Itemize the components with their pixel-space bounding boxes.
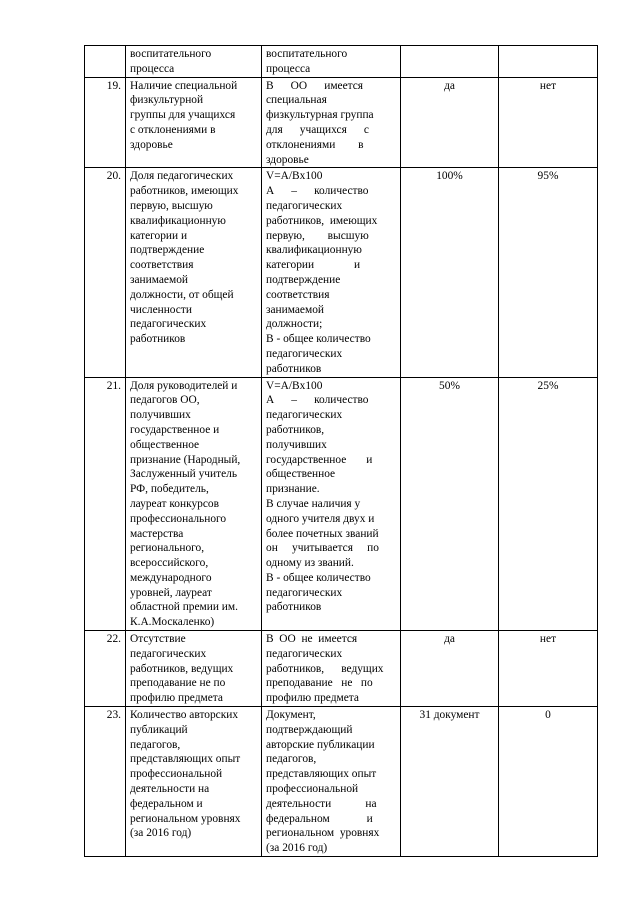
target-value-cell: да	[401, 77, 499, 168]
indicator-line: соответствия	[130, 259, 194, 272]
indicator-line: Доля педагогических	[130, 170, 234, 183]
calculation-method-cell	[262, 77, 401, 168]
indicator-line: всероссийского,	[130, 557, 209, 570]
indicator-line: публикаций	[130, 723, 188, 736]
indicator-line: педагогов,	[130, 738, 181, 751]
method-line: процесса	[266, 62, 311, 75]
method-line: воспитательного	[266, 48, 348, 60]
calculation-method-cell	[262, 631, 401, 707]
indicator-line: работников	[130, 333, 186, 346]
indicator-line: работников, ведущих	[130, 662, 234, 675]
method-line: работников, имеющих	[266, 214, 378, 227]
method-line: В - общее количество	[266, 571, 371, 584]
method-line: В случае наличия у	[266, 497, 361, 510]
method-line: В ОО имеется	[266, 79, 364, 92]
row-number	[85, 46, 126, 78]
actual-value-cell: 95%	[499, 168, 598, 377]
method-line: признание.	[266, 483, 320, 496]
method-line: более почетных званий	[266, 527, 379, 540]
indicator-line: квалификационную	[130, 214, 226, 227]
indicator-line: федеральном и	[130, 797, 203, 810]
indicator-line: международного	[130, 571, 212, 584]
method-line: общественное	[266, 468, 336, 481]
table-row	[85, 377, 598, 631]
method-line: он учитывается по	[266, 542, 379, 555]
indicator-line: физкультурной	[130, 94, 204, 107]
method-line: специальная	[266, 94, 327, 107]
indicator-line: работников, имеющих	[130, 185, 239, 198]
row-number: 19.	[85, 77, 126, 168]
method-line: федеральном и	[266, 812, 373, 825]
method-line: В - общее количество	[266, 333, 371, 346]
target-value-cell: да	[401, 631, 499, 707]
table-row	[85, 46, 598, 78]
row-number: 21.	[85, 377, 126, 631]
indicator-cell	[126, 168, 262, 377]
method-line: деятельности на	[266, 797, 377, 810]
indicator-line: мастерства	[130, 527, 184, 540]
indicator-cell	[126, 77, 262, 168]
actual-value-cell	[499, 46, 598, 78]
method-line: В ОО не имеется	[266, 633, 358, 646]
indicator-line: лауреат конкурсов	[130, 497, 219, 510]
actual-value-cell: нет	[499, 77, 598, 168]
indicator-line: процесса	[130, 62, 175, 75]
table-row	[85, 631, 598, 707]
indicator-cell	[126, 377, 262, 631]
method-line: педагогических	[266, 347, 343, 360]
method-line: подтверждение	[266, 273, 341, 286]
indicator-line: РФ, победитель,	[130, 483, 209, 496]
method-line: одного учителя двух и	[266, 512, 375, 525]
method-line: физкультурная группа	[266, 109, 374, 122]
method-line: работников	[266, 601, 322, 614]
indicator-line: уровней, лауреат	[130, 586, 212, 599]
method-line: должности;	[266, 318, 323, 331]
indicator-line: воспитательного	[130, 48, 212, 60]
table-row	[85, 77, 598, 168]
calculation-method-cell	[262, 46, 401, 78]
method-line: соответствия	[266, 288, 330, 301]
indicator-line: с отклонениями в	[130, 123, 216, 136]
method-line: государственное и	[266, 453, 373, 466]
method-line: работников, ведущих	[266, 662, 384, 675]
actual-value-cell: 0	[499, 707, 598, 857]
indicator-line: региональном уровнях	[130, 812, 241, 825]
method-line: А – количество	[266, 394, 369, 407]
indicator-line: Отсутствие	[130, 633, 186, 646]
indicator-line: преподавание не по	[130, 677, 226, 690]
method-line: получивших	[266, 438, 327, 451]
indicator-line: регионального,	[130, 542, 205, 555]
indicator-line: занимаемой	[130, 273, 188, 286]
target-value-cell	[401, 46, 499, 78]
calculation-method-cell	[262, 168, 401, 377]
indicator-line: педагогических	[130, 647, 207, 660]
table-row	[85, 168, 598, 377]
method-line: здоровье	[266, 153, 309, 166]
actual-value-cell: 25%	[499, 377, 598, 631]
method-line: (за 2016 год)	[266, 842, 328, 855]
method-line: педагогов,	[266, 753, 317, 766]
indicator-line: численности	[130, 303, 192, 316]
method-line: педагогических	[266, 647, 343, 660]
indicator-line: (за 2016 год)	[130, 827, 192, 840]
target-value-cell: 100%	[401, 168, 499, 377]
row-number: 22.	[85, 631, 126, 707]
indicator-line: представляющих опыт	[130, 753, 241, 766]
method-line: работников,	[266, 423, 325, 436]
method-line: занимаемой	[266, 303, 324, 316]
indicators-table	[84, 45, 598, 857]
method-line: одному из званий.	[266, 557, 354, 570]
method-line: педагогических	[266, 199, 343, 212]
indicator-cell	[126, 46, 262, 78]
method-line: отклонениями в	[266, 138, 364, 151]
indicator-line: должности, от общей	[130, 288, 234, 301]
indicator-line: областной премии им.	[130, 601, 238, 614]
indicator-line: получивших	[130, 409, 191, 422]
method-line: региональном уровнях	[266, 827, 380, 840]
method-line: авторские публикации	[266, 738, 375, 751]
indicator-line: К.А.Москаленко)	[130, 616, 215, 629]
indicators-table-body	[85, 46, 598, 857]
indicator-line: общественное	[130, 438, 200, 451]
method-line: V=A/Bx100	[266, 170, 323, 183]
method-line: V=A/Bx100	[266, 379, 323, 392]
indicator-line: государственное и	[130, 423, 220, 436]
method-line: профессиональной	[266, 783, 359, 796]
indicator-line: педагогов ОО,	[130, 394, 200, 407]
indicator-cell	[126, 631, 262, 707]
indicator-line: Заслуженный учитель	[130, 468, 238, 481]
indicator-line: деятельности на	[130, 783, 210, 796]
indicator-line: педагогических	[130, 318, 207, 331]
method-line: педагогических	[266, 409, 343, 422]
method-line: А – количество	[266, 185, 369, 198]
indicator-line: группы для учащихся	[130, 109, 236, 122]
method-line: квалификационную	[266, 244, 362, 257]
method-line: преподавание не по	[266, 677, 373, 690]
row-number: 23.	[85, 707, 126, 857]
method-line: для учащихся с	[266, 123, 369, 136]
calculation-method-cell	[262, 707, 401, 857]
indicator-line: категории и	[130, 229, 188, 242]
row-number: 20.	[85, 168, 126, 377]
indicator-line: подтверждение	[130, 244, 205, 257]
table-row	[85, 707, 598, 857]
indicator-line: признание (Народный,	[130, 453, 241, 466]
method-line: профилю предмета	[266, 692, 359, 705]
method-line: педагогических	[266, 586, 343, 599]
target-value-cell: 50%	[401, 377, 499, 631]
indicator-line: здоровье	[130, 138, 173, 151]
method-line: работников	[266, 362, 322, 375]
method-line: первую, высшую	[266, 229, 369, 242]
indicator-line: Количество авторских	[130, 709, 239, 722]
indicator-line: Наличие специальной	[130, 79, 238, 92]
indicator-line: Доля руководителей и	[130, 379, 238, 392]
actual-value-cell: нет	[499, 631, 598, 707]
indicator-line: первую, высшую	[130, 199, 213, 212]
indicator-line: профессиональной	[130, 768, 223, 781]
indicator-line: профилю предмета	[130, 692, 223, 705]
indicator-cell	[126, 707, 262, 857]
method-line: категории и	[266, 259, 361, 272]
method-line: представляющих опыт	[266, 768, 377, 781]
indicator-line: профессионального	[130, 512, 227, 525]
method-line: подтверждающий	[266, 723, 353, 736]
target-value-cell: 31 документ	[401, 707, 499, 857]
method-line: Документ,	[266, 709, 316, 722]
calculation-method-cell	[262, 377, 401, 631]
